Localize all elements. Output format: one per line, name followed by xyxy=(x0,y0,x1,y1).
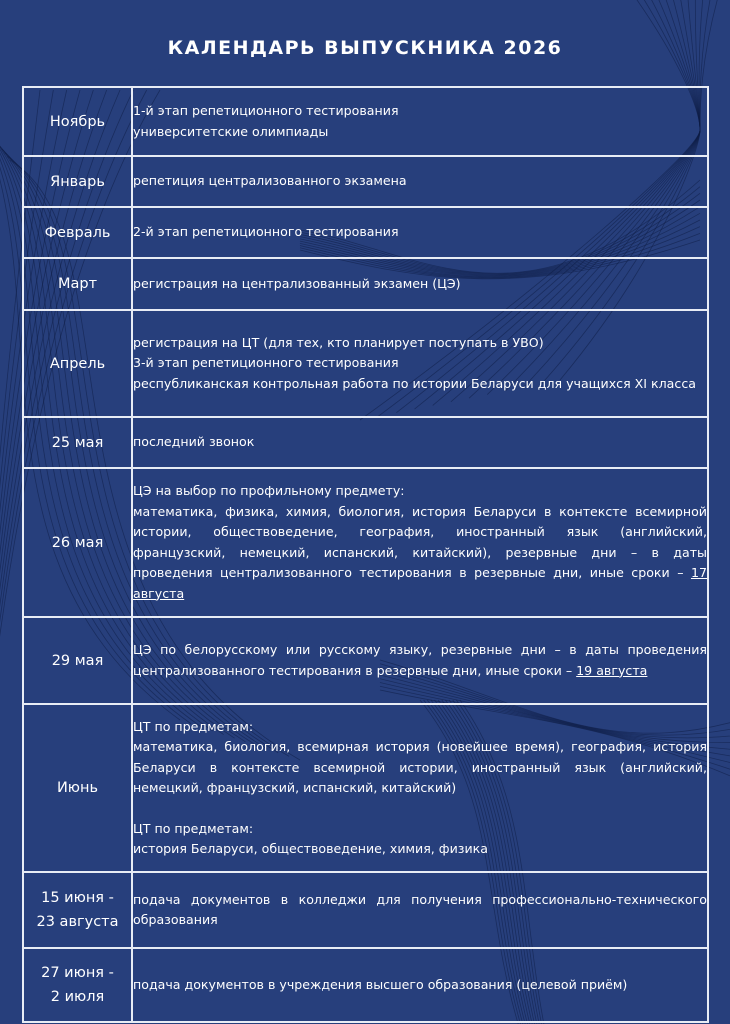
description-heading: ЦТ по предметам: xyxy=(133,718,254,734)
table-row xyxy=(23,417,708,468)
description-line: последний звонок xyxy=(133,434,255,450)
description-heading: ЦЭ на выбор по профильному предмету: xyxy=(133,483,405,498)
description-body: математика, физика, химия, биология, история Беларуси в контексте всемирной истории, обществоведение, география, иностранный язык (английский, французский, немецкий, испанский, китайский), резервные дни – в даты проведения централизованного тестирования в резервные дни, иные сроки – xyxy=(133,503,707,580)
description-body: математика, биология, всемирная история (новейшее время), география, история Беларуси в контексте всемирной истории, иностранный язык (английский, немецкий, французский, испанский, китайский) xyxy=(133,739,707,795)
table-row xyxy=(23,87,708,156)
table-row xyxy=(23,258,708,310)
row-description xyxy=(132,417,708,468)
row-date: Ноябрь xyxy=(23,87,132,156)
table-row xyxy=(23,617,708,704)
row-description xyxy=(132,948,708,1022)
row-date: 29 мая xyxy=(23,617,132,704)
table-row xyxy=(23,704,708,872)
page-title: КАЛЕНДАРЬ ВЫПУСКНИКА 2026 xyxy=(167,37,563,59)
row-date: Апрель xyxy=(23,310,132,417)
description-line: регистрация на централизованный экзамен (ЦЭ) xyxy=(133,275,461,291)
description-line: регистрация на ЦТ (для тех, кто планирует поступать в УВО) xyxy=(133,334,544,350)
description-line: университетские олимпиады xyxy=(133,123,329,139)
spacer xyxy=(133,799,707,819)
table-row xyxy=(23,310,708,417)
description-body: подача документов в колледжи для получения профессионально-технического образования xyxy=(133,891,707,927)
description-body: история Беларуси, обществоведение, химия, физика xyxy=(133,841,488,856)
row-date xyxy=(23,948,132,1022)
row-description xyxy=(132,617,708,704)
date-end: 2 июля xyxy=(50,989,105,1005)
row-description xyxy=(132,468,708,617)
description-body: подача документов в учреждения высшего образования (целевой приём) xyxy=(133,976,628,992)
row-description xyxy=(132,704,708,872)
table-row xyxy=(23,948,708,1022)
description-line: 1-й этап репетиционного тестирования xyxy=(133,103,399,118)
description-line: репетиция централизованного экзамена xyxy=(133,173,407,189)
description-line: республиканская контрольная работа по истории Беларуси для учащихся XI класса xyxy=(133,375,696,391)
description-body: ЦЭ по белорусскому или русскому языку, резервные дни – в даты проведения централизованного тестирования в резервные дни, иные сроки – xyxy=(133,642,707,678)
date-start: 27 июня - xyxy=(41,965,114,981)
description-line: 3-й этап репетиционного тестирования xyxy=(133,355,399,371)
row-date xyxy=(23,872,132,948)
date-link[interactable]: 17 августа xyxy=(133,565,707,601)
description-line: 2-й этап репетиционного тестирования xyxy=(133,224,399,240)
row-description xyxy=(132,207,708,258)
calendar-table xyxy=(22,86,709,1023)
date-link[interactable]: 19 августа xyxy=(576,662,648,678)
description-heading: ЦТ по предметам: xyxy=(133,820,254,836)
row-date: 25 мая xyxy=(23,417,132,468)
table-row xyxy=(23,207,708,258)
row-description xyxy=(132,258,708,310)
row-date: 26 мая xyxy=(23,468,132,617)
table-row xyxy=(23,468,708,617)
row-description xyxy=(132,156,708,207)
row-date: Март xyxy=(23,258,132,310)
row-date: Июнь xyxy=(23,704,132,872)
row-description xyxy=(132,310,708,417)
row-description xyxy=(132,87,708,156)
row-date: Январь xyxy=(23,156,132,207)
table-row xyxy=(23,156,708,207)
table-row xyxy=(23,872,708,948)
row-description xyxy=(132,872,708,948)
row-date: Февраль xyxy=(23,207,132,258)
date-end: 23 августа xyxy=(36,914,119,930)
date-start: 15 июня - xyxy=(41,890,114,906)
